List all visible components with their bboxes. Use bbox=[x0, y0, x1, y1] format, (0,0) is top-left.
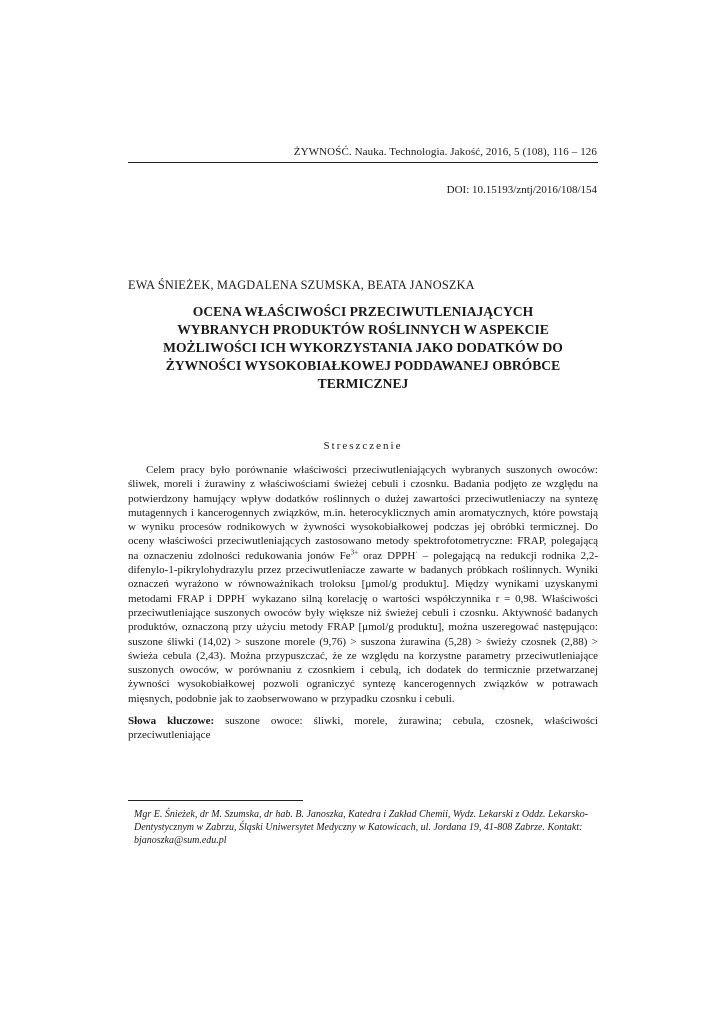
abstract-text-2: oraz DPPH bbox=[358, 549, 416, 562]
abstract-indent bbox=[128, 464, 146, 476]
fe-charge: 3+ bbox=[350, 548, 359, 557]
title-line: OCENA WŁAŚCIWOŚCI PRZECIWUTLENIAJĄCYCH bbox=[192, 304, 534, 319]
title-line: ŻYWNOŚCI WYSOKOBIAŁKOWEJ PODDAWANEJ OBRÓBCE bbox=[165, 358, 561, 373]
keywords-label: Słowa kluczowe: bbox=[128, 715, 215, 727]
footnote-divider bbox=[128, 800, 303, 801]
author-list: EWA ŚNIEŻEK, MAGDALENA SZUMSKA, BEATA JANOSZKA bbox=[128, 278, 475, 292]
keywords-text: suszone owoce: śliwki, morele, żurawina; cebula, czosnek, właściwości przeciwutleniające bbox=[128, 715, 598, 742]
title-line: WYBRANYCH PRODUKTÓW ROŚLINNYCH W ASPEKCIE bbox=[177, 322, 549, 337]
author-affiliation-footnote: Mgr E. Śnieżek, dr M. Szumska, dr hab. B. Janoszka, Katedra i Zakład Chemii, Wydz. Lekarski z Oddz. Lekarsko-Dentystycznym w Zabrzu, Śląski Uniwersytet Medyczny w Katowicach, ul. Jordana 19, 41-808 Zabrze. Kontakt: bjanoszka@sum.edu.pl bbox=[134, 809, 589, 846]
abstract-text-1: Celem pracy było porównanie właściwości przeciwutleniających wybranych suszonych owoców: śliwek, moreli i żurawiny z właściwościami świeżej cebuli i czosnku. Badania podjęto ze względu na potwierdzony hamujący wpływ dodatków roślinnych o dużej zawartości przeciwutleniaczy na syntezę mutagennych i kancerogennych związków, m.in. heterocyklicznych amin aromatycznych, które powstają w wyniku procesów rodnikowych w żywności wysokobiałkowej podczas jej obróbki termicznej. Do oceny właściwości przeciwutleniających zastosowano metody spektrofotometryczne: FRAP, polegającą na oznaczeniu zdolności redukowania jonów Fe bbox=[128, 464, 598, 562]
journal-citation: ŻYWNOŚĆ. Nauka. Technologia. Jakość, 2016, 5 (108), 116 – 126 bbox=[293, 146, 597, 158]
title-line: TERMICZNEJ bbox=[317, 376, 409, 391]
radical-dot: · bbox=[244, 591, 248, 600]
abstract-text-4: wykazano silną korelację o wartości współczynnika r = 0,98. Właściwości przeciwutleniające suszonych owoców były większe niż świeżej cebuli i czosnku. Aktywność badanych produktów, oznaczoną przy użyciu metody FRAP [μmol/g produktu], można uszeregować następująco: suszone śliwki (14,02) > suszone morele (9,76) > suszona żurawina (5,28) > świeży czosnek (2,88) > świeża cebula (2,43). Można przypuszczać, że ze względu na korzystne parametry przeciwutleniające suszonych owoców, w porównaniu z czosnkiem i cebulą, ich dodatek do termicznie przetwarzanej żywności wysokobiałkowej pozwoli ograniczyć syntezę kancerogennych związków w potrawach mięsnych, podobnie jak to zaobserwowano w przypadku czosnku i cebuli. bbox=[128, 592, 598, 705]
abstract-text-3: – polegającą na redukcji rodnika 2,2-difenylo-1-pikrylohydrazylu przez przeciwutleniacze zawarte w badanych próbkach roślinnych. Wyniki oznaczeń wyrażono w równoważnikach troloksu [μmol/g produktu]. Między wynikami uzyskanymi metodami FRAP i DPPH bbox=[128, 549, 598, 605]
header-divider bbox=[128, 162, 598, 163]
abstract-heading: Streszczenie bbox=[323, 440, 403, 452]
radical-dot: · bbox=[415, 548, 418, 557]
keywords bbox=[128, 714, 598, 743]
title-line: MOŻLIWOŚCI ICH WYKORZYSTANIA JAKO DODATKÓW DO bbox=[163, 340, 563, 355]
doi: DOI: 10.15193/zntj/2016/108/154 bbox=[446, 184, 597, 196]
abstract-body bbox=[128, 463, 598, 706]
article-title bbox=[138, 303, 588, 393]
